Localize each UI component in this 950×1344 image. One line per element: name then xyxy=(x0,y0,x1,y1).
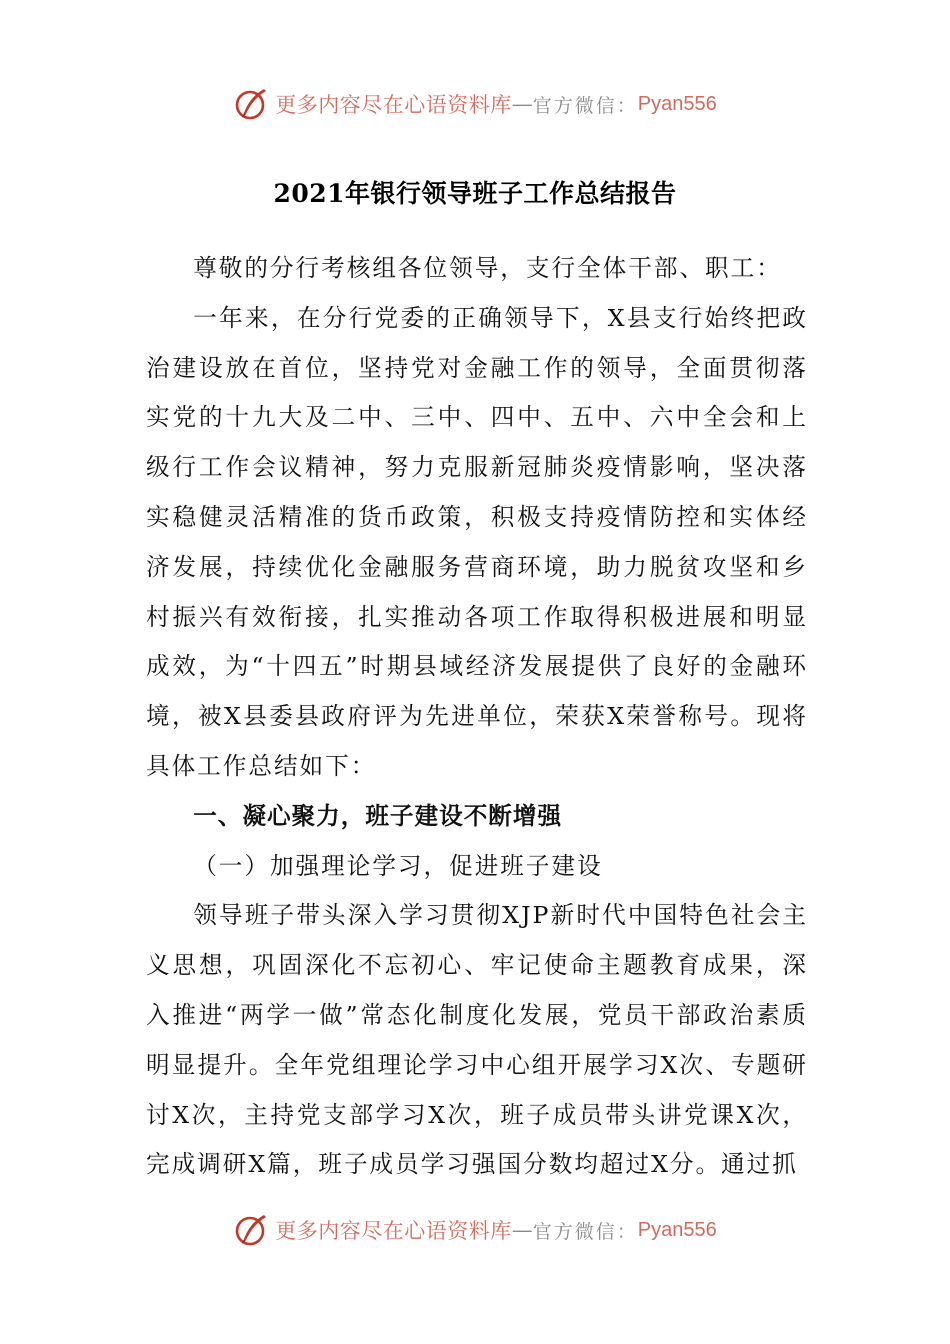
quill-pen-logo-icon xyxy=(233,86,269,122)
watermark-brand: 更多内容尽在心语资料库 xyxy=(275,1219,512,1243)
document-title: 2021年银行领导班子工作总结报告 xyxy=(273,179,677,208)
salutation: 尊敬的分行考核组各位领导，支行全体干部、职工： xyxy=(193,254,782,282)
section-heading: 一、凝心聚力，班子建设不断增强 xyxy=(193,801,563,830)
quill-pen-logo-icon xyxy=(233,1212,269,1248)
watermark-wechat-id: Pyan556 xyxy=(637,1218,717,1241)
watermark-wechat-label: 官方微信： xyxy=(532,1220,638,1243)
watermark-dash: — xyxy=(511,1218,533,1242)
watermark-wechat-id: Pyan556 xyxy=(637,92,717,115)
watermark-wechat-label: 官方微信： xyxy=(532,94,638,117)
watermark-dash: — xyxy=(511,92,533,116)
watermark-banner-bottom xyxy=(0,1208,950,1252)
watermark-brand: 更多内容尽在心语资料库 xyxy=(275,93,512,117)
intro-paragraph: 一年来，在分行党委的正确领导下，X县支行始终把政治建设放在首位，坚持党对金融工作的领导，全面贯彻落实党的十九大及二中、三中、四中、五中、六中全会和上级行工作会议精神，努力克服新冠肺炎疫情影响，坚决落实稳健灵活精准的货币政策，积极支持疫情防控和实体经济发展，持续优化金融服务营商环境，助力脱贫攻坚和乡村振兴有效衔接，扎实推动各项工作取得积极进展和明显成效，为“十四五”时期县域经济发展提供了良好的金融环境，被X县委县政府评为先进单位，荣获X荣誉称号。现将具体工作总结如下： xyxy=(146,303,808,780)
document-body xyxy=(146,244,808,1190)
watermark-banner-top xyxy=(0,82,950,126)
body-paragraph: 领导班子带头深入学习贯彻XJP新时代中国特色社会主义思想，巩固深化不忘初心、牢记使命主题教育成果，深入推进“两学一做”常态化制度化发展，党员干部政治素质明显提升。全年党组理论学习中心组开展学习X次、专题研讨X次，主持党支部学习X次，班子成员带头讲党课X次，完成调研X篇，班子成员学习强国分数均超过X分。通过抓 xyxy=(146,901,808,1179)
subsection-heading: （一）加强理论学习，促进班子建设 xyxy=(193,851,603,880)
